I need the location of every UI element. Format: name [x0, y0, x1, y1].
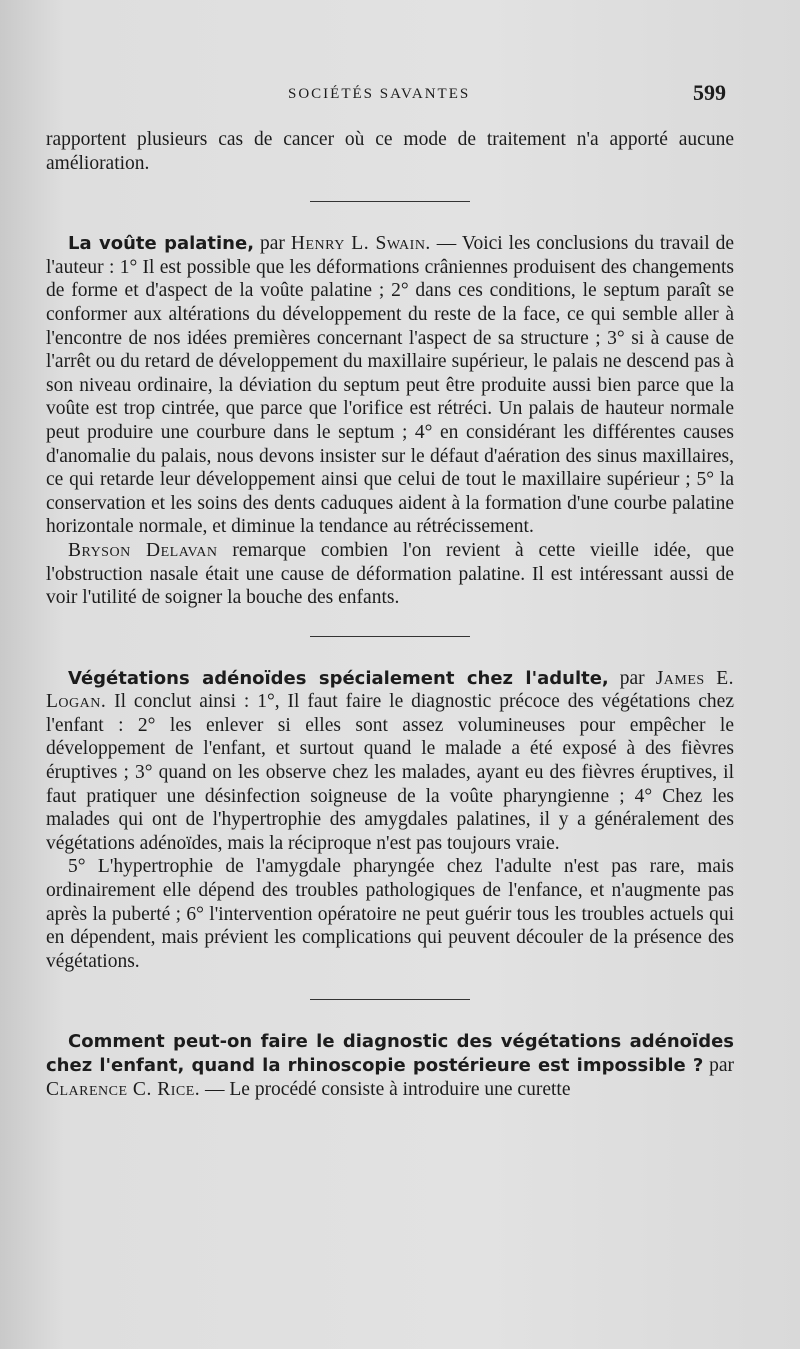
article-voute-palatine — [46, 232, 734, 539]
page-number: 599 — [693, 80, 726, 105]
article-title: Végétations adénoïdes spécialement chez l'adulte, — [68, 667, 609, 689]
article-diagnostic-enfant — [46, 1030, 734, 1101]
section-divider — [310, 201, 470, 202]
article-title: La voûte palatine, — [68, 233, 255, 255]
running-title: SOCIÉTÉS SAVANTES — [288, 86, 471, 102]
article-title: Comment peut-on faire le diagnostic des végétations adénoïdes chez l'enfant, quand la rhinoscopie postérieure est impossible ? — [46, 1031, 734, 1076]
article-vegetations-adulte — [46, 667, 734, 856]
article-paragraph-2: 5° L'hypertrophie de l'amygdale pharyngée chez l'adulte n'est pas rare, mais ordinairement elle dépend des troubles pathologiques de l'enfance, et n'augmente pas après la puberté ; 6° l'intervention opératoire ne peut guérir tous les troubles actuels qui en dépendent, mais prévient les complications qui peuvent découler de la présence des végétations. — [46, 856, 734, 972]
section-divider — [310, 636, 470, 637]
article-body: — Voici les conclusions du travail de l'auteur : 1° Il est possible que les déformations crâniennes produisent des changements de forme et d'aspect de la voûte palatine ; 2° dans ces conditions, le septum paraît se conformer aux altérations du développement du reste de la face, ce qui semble aller à l'encontre de nos idées premières concernant l'aspect de sa structure ; 3° si à cause de l'arrêt ou du retard de développement du maxillaire supérieur, le palais ne descend pas à son niveau ordinaire, la déviation du septum peut être produite aussi bien parce que la voûte est trop cintrée, que parce que l'orifice est rétréci. Un palais de hauteur normale peut produire une courbure dans le septum ; 4° en considérant les différentes causes d'anomalie du palais, nous devons insister sur le défaut d'aération des sinus maxillaires, ce qui retarde leur développement ainsi que celui de tout le maxillaire supérieur ; 5° la conservation et les soins des dents caduques aident à la formation d'une courbe palatine horizontale normale, et diminue la tendance au rétrécissement. — [46, 233, 734, 538]
continuation-paragraph: rapportent plusieurs cas de cancer où ce mode de traitement n'a apporté aucune amélioration. — [46, 129, 734, 174]
article-author: James E. Logan. — [46, 667, 734, 713]
article-body: — Le procédé consiste à introduire une curette — [200, 1078, 571, 1100]
article-author: Clarence C. Rice. — [46, 1078, 201, 1100]
remark-author: Bryson Delavan — [68, 539, 218, 561]
page-header — [48, 80, 738, 110]
by-text: par — [254, 233, 291, 255]
by-text: par — [608, 667, 656, 689]
by-text: par — [703, 1055, 735, 1076]
article-body: Il conclut ainsi : 1°, Il faut faire le diagnostic précoce des végétations chez l'enfant : 2° les enlever si elles sont assez volumineuses pour empêcher le développement de l'enfant, et surtout quand le malade a été exposé à des fièvres éruptives ; 3° quand on les observe chez les malades, ayant eu des fièvres éruptives, il faut pratiquer une désinfection soigneuse de la voûte pharyngienne ; 4° Chez les malades qui ont de l'hypertrophie des amygdales palatines, il y a généralement des végétations adénoïdes, mais la réciproque n'est pas toujours vraie. — [46, 691, 734, 854]
section-divider — [310, 999, 470, 1000]
remark-body: remarque combien l'on revient à cette vieille idée, que l'obstruction nasale était une cause de déformation palatine. Il est intéressant aussi de voir l'utilité de soigner la bouche des enfants. — [46, 539, 735, 609]
remark-paragraph — [46, 539, 734, 610]
page-body — [46, 128, 734, 1101]
article-author: Henry L. Swain. — [290, 233, 431, 255]
